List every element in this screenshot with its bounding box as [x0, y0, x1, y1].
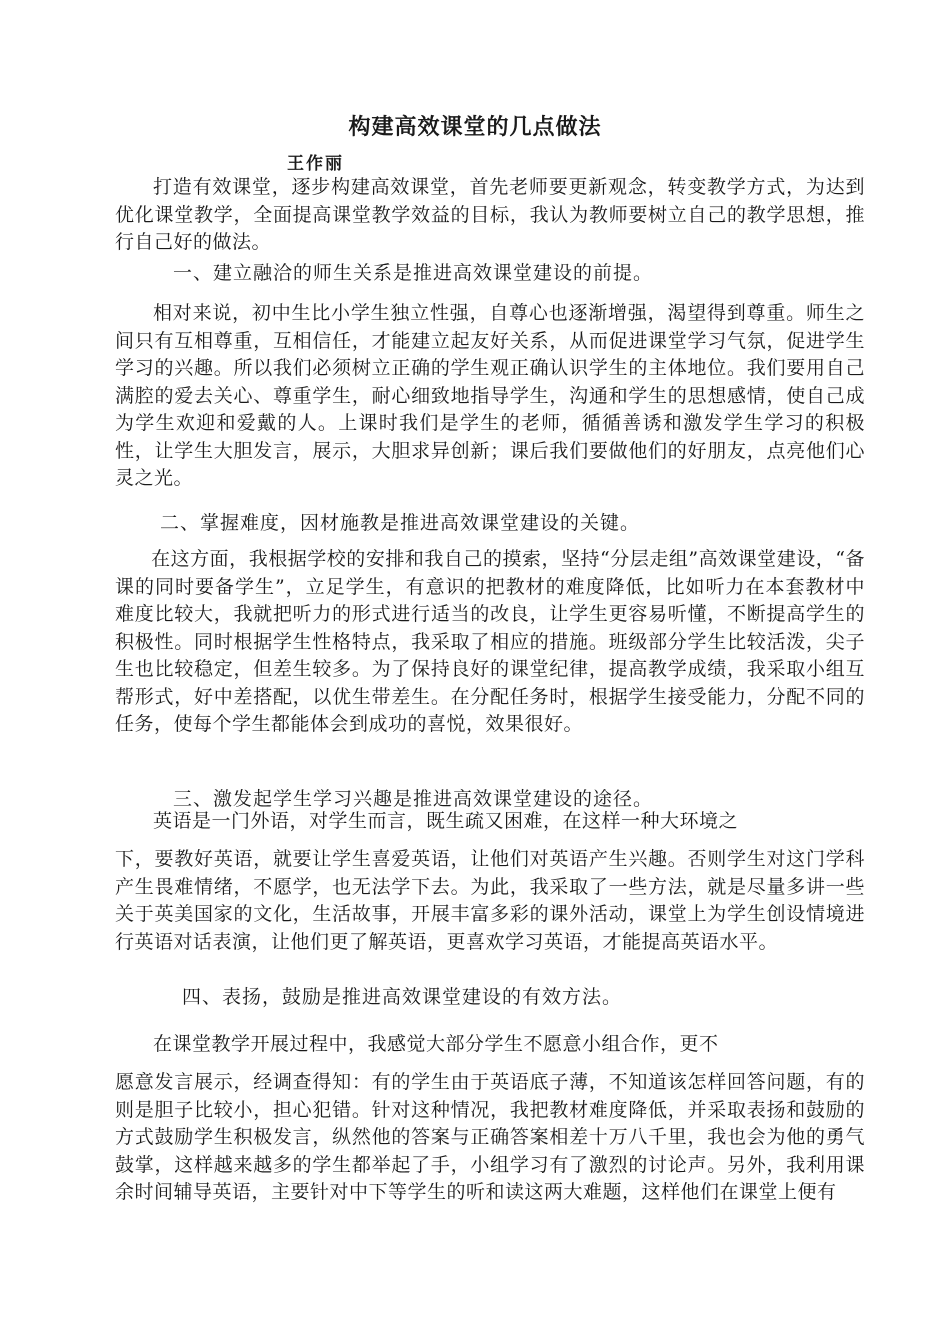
intro-paragraph: 打造有效课堂，逐步构建高效课堂，首先老师要更新观念，转变教学方式，为达到优化课堂教学，全面提高课堂教学效益的目标，我认为教师要树立自己的教学思想，推行自己好的做法。	[115, 176, 865, 253]
section-body-2: 在这方面，我根据学校的安排和我自己的摸索，坚持“分层走组”高效课堂建设，“备课的同时要备学生”，立足学生，有意识的把教材的难度降低，比如听力在本套教材中难度比较大，我就把听力的形式进行适当的改良，让学生更容易听懂，不断提高学生的积极性。同时根据学生性格特点，我采取了相应的措施。班级部分学生比较活泼，尖子生也比较稳定，但差生较多。为了保持良好的课堂纪律，提高教学成绩，我采取小组互帮形式，好中差搭配，以优生带差生。在分配任务时，根据学生接受能力，分配不同的任务，使每个学生都能体会到成功的喜悦，效果很好。	[115, 548, 865, 735]
section-body-3: 下，要教好英语，就要让学生喜爱英语，让他们对英语产生兴趣。否则学生对这门学科产生畏难情绪，不愿学，也无法学下去。为此，我采取了一些方法，就是尽量多讲一些关于英美国家的文化，生活故事，开展丰富多彩的课外活动，课堂上为学生创设情境进行英语对话表演，让他们更了解英语，更喜欢学习英语，才能提高英语水平。	[115, 848, 865, 953]
section-heading-3: 三、激发起学生学习兴趣是推进高效课堂建设的途径。	[173, 788, 654, 810]
section-heading-1: 一、建立融洽的师生关系是推进高效课堂建设的前提。	[173, 262, 654, 284]
section-body-3-first-line: 英语是一门外语，对学生而言，既生疏又困难，在这样一种大环境之	[153, 810, 739, 832]
section-body-4: 愿意发言展示，经调查得知：有的学生由于英语底子薄，不知道该怎样回答问题，有的则是胆子比较小，担心犯错。针对这种情况，我把教材难度降低，并采取表扬和鼓励的方式鼓励学生积极发言，纵然他的答案与正确答案相差十万八千里，我也会为他的勇气鼓掌，这样越来越多的学生都举起了手，小组学习有了激烈的讨论声。另外，我利用课余时间辅导英语，主要针对中下等学生的听和读这两大难题，这样他们在课堂上便有	[115, 1071, 865, 1203]
section-body-1: 相对来说，初中生比小学生独立性强，自尊心也逐渐增强，渴望得到尊重。师生之间只有互相尊重，互相信任，才能建立起友好关系，从而促进课堂学习气氛，促进学生学习的兴趣。所以我们必须树立正确的学生观正确认识学生的主体地位。我们要用自己满腔的爱去关心、尊重学生，耐心细致地指导学生，沟通和学生的思想感情，使自己成为学生欢迎和爱戴的人。上课时我们是学生的老师，循循善诱和激发学生学习的积极性，让学生大胆发言，展示，大胆求异创新；课后我们要做他们的好朋友，点亮他们心灵之光。	[115, 302, 865, 489]
section-heading-2: 二、掌握难度，因材施教是推进高效课堂建设的关键。	[160, 512, 641, 534]
author-name: 王作丽	[287, 154, 344, 174]
page-title: 构建高效课堂的几点做法	[348, 115, 602, 140]
section-body-4-first-line: 在课堂教学开展过程中，我感觉大部分学生不愿意小组合作，更不	[153, 1033, 719, 1055]
section-heading-4: 四、表扬，鼓励是推进高效课堂建设的有效方法。	[182, 986, 623, 1008]
